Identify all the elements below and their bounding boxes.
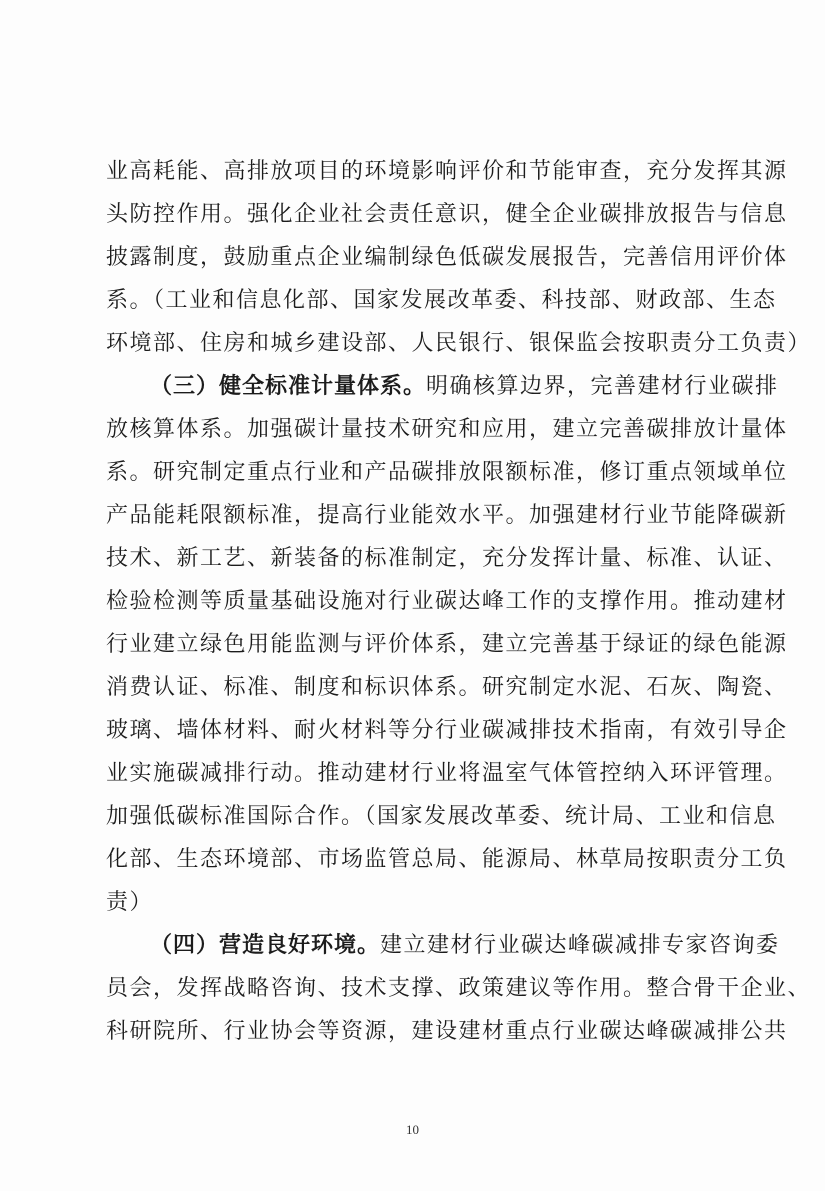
text-line: 业高耗能、高排放项目的环境影响评价和节能审查，充分发挥其源 bbox=[106, 159, 788, 184]
text-line: 加强低碳标准国际合作。（国家发展改革委、统计局、工业和信息 bbox=[106, 804, 777, 829]
text-line: 玻璃、墙体材料、耐火材料等分行业碳减排技术指南，有效引导企 bbox=[106, 718, 788, 743]
text-line: 检验检测等质量基础设施对行业碳达峰工作的支撑作用。推动建材 bbox=[106, 589, 788, 614]
section-heading-line bbox=[106, 365, 779, 408]
section-heading-4: （四）营造良好环境。 bbox=[150, 933, 381, 958]
text-line: 责） bbox=[106, 890, 154, 915]
text-line: 明确核算边界，完善建材行业碳排 bbox=[426, 374, 779, 399]
text-line: 建立建材行业碳达峰碳减排专家咨询委 bbox=[380, 933, 780, 958]
text-line: 环境部、住房和城乡建设部、人民银行、银保监会按职责分工负责） bbox=[106, 331, 812, 356]
text-line: 业实施碳减排行动。推动建材行业将温室气体管控纳入环评管理。 bbox=[106, 761, 788, 786]
text-line: 头防控作用。强化企业社会责任意识，健全企业碳排放报告与信息 bbox=[106, 202, 788, 227]
text-line: 化部、生态环境部、市场监管总局、能源局、林草局按职责分工负 bbox=[106, 847, 788, 872]
text-line: 产品能耗限额标准，提高行业能效水平。加强建材行业节能降碳新 bbox=[106, 503, 788, 528]
body-text bbox=[106, 150, 812, 1053]
text-line: 披露制度，鼓励重点企业编制绿色低碳发展报告，完善信用评价体 bbox=[106, 245, 788, 270]
text-line: 系。研究制定重点行业和产品碳排放限额标准，修订重点领域单位 bbox=[106, 460, 788, 485]
text-line: 行业建立绿色用能监测与评价体系，建立完善基于绿证的绿色能源 bbox=[106, 632, 788, 657]
section-heading-line bbox=[106, 924, 780, 967]
text-line: 技术、新工艺、新装备的标准制定，充分发挥计量、标准、认证、 bbox=[106, 546, 788, 571]
text-line: 放核算体系。加强碳计量技术研究和应用，建立完善碳排放计量体 bbox=[106, 417, 788, 442]
text-line: 员会，发挥战略咨询、技术支撑、政策建议等作用。整合骨干企业、 bbox=[106, 976, 812, 1001]
page-number: 10 bbox=[406, 1122, 419, 1137]
section-heading-3: （三）健全标准计量体系。 bbox=[150, 374, 427, 399]
text-line: 系。（工业和信息化部、国家发展改革委、科技部、财政部、生态 bbox=[106, 288, 777, 313]
text-line: 消费认证、标准、制度和标识体系。研究制定水泥、石灰、陶瓷、 bbox=[106, 675, 788, 700]
text-line: 科研院所、行业协会等资源，建设建材重点行业碳达峰碳减排公共 bbox=[106, 1019, 788, 1044]
